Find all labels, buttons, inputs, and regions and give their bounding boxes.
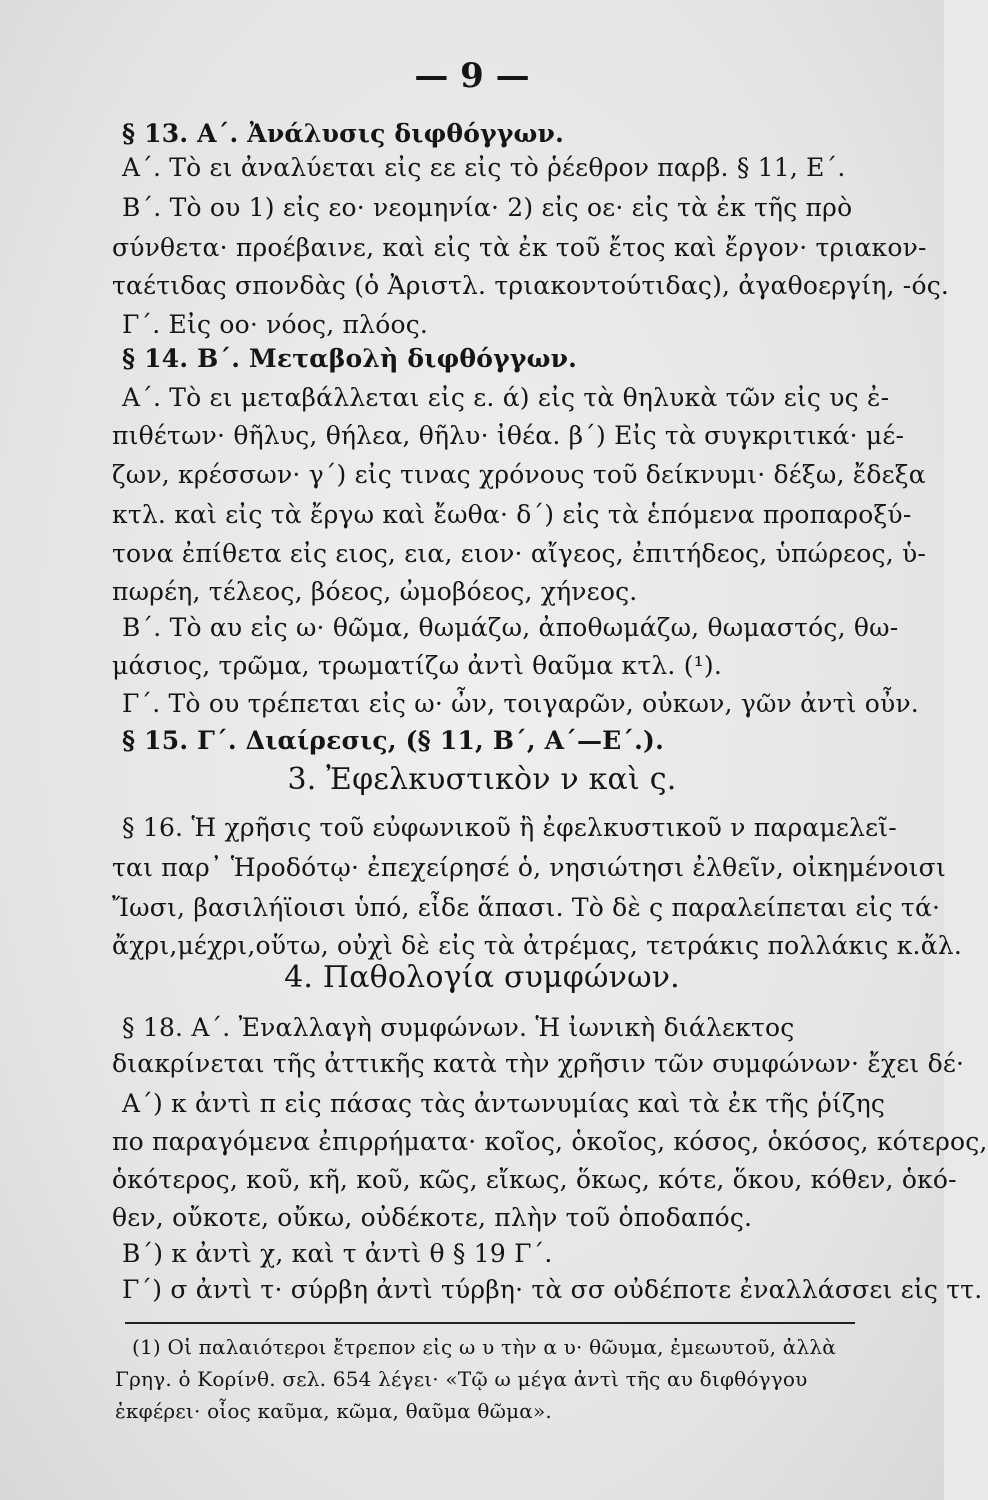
- chapter-3-heading: 3. Ἐφελκυστικὸν ν καὶ ς.: [287, 762, 677, 797]
- text-line: Γ΄. Τὸ ου τρέπεται εἰς ω· ὦν, τοιγαρῶν, οὐκων, γῶν ἀντὶ οὖν.: [122, 689, 919, 718]
- text-line: Α΄. Τὸ ει ἀναλύεται εἰς εε εἰς τὸ ῥέεθρον παρβ. § 11, Ε΄.: [122, 153, 846, 182]
- text-line: μάσιος, τρῶμα, τρωματίζω ἀντὶ θαῦμα κτλ. (¹).: [112, 651, 722, 680]
- page-number: — 9 —: [414, 56, 530, 96]
- text-line: Γ΄) σ ἀντὶ τ· σύρβη ἀντὶ τύρβη· τὰ σσ οὐδέποτε ἐναλλάσσει εἰς ττ.: [122, 1275, 983, 1304]
- text-line: Α΄) κ ἀντὶ π εἰς πάσας τὰς ἀντωνυμίας καὶ τὰ ἐκ τῆς ῥίζης: [122, 1089, 886, 1118]
- text-line: θεν, οὔκοτε, οὔκω, οὐδέκοτε, πλὴν τοῦ ὁποδαπός.: [112, 1203, 753, 1232]
- text-line: πιθέτων· θῆλυς, θήλεα, θῆλυ· ἰθέα. β΄) Εἰς τὰ συγκριτικά· μέ-: [112, 421, 905, 450]
- text-line: διακρίνεται τῆς ἀττικῆς κατὰ τὴν χρῆσιν τῶν συμφώνων· ἔχει δέ·: [112, 1049, 965, 1078]
- text-line: Β΄. Τὸ αυ εἰς ω· θῶμα, θωμάζω, ἀποθωμάζω, θωμαστός, θω-: [122, 613, 899, 642]
- text-line: ἄχρι,μέχρι,οὕτω, οὐχὶ δὲ εἰς τὰ ἀτρέμας, τετράκις πολλάκις κ.ἄλ.: [112, 931, 962, 960]
- text-line: § 18. Α΄. Ἐναλλαγὴ συμφώνων. Ἡ ἰωνικὴ διάλεκτος: [122, 1013, 795, 1042]
- section-14-heading: § 14. Β΄. Μεταβολὴ διφθόγγων.: [122, 344, 578, 373]
- footnote-line: ἐκφέρει· οἷος καῦμα, κῶμα, θαῦμα θῶμα».: [115, 1399, 552, 1423]
- text-line: πωρέη, τέλεος, βόεος, ὠμοβόεος, χήνεος.: [112, 577, 638, 606]
- text-line: Β΄. Τὸ ου 1) εἰς εο· νεομηνία· 2) εἰς οε· εἰς τὰ ἐκ τῆς πρὸ: [122, 193, 853, 222]
- chapter-4-heading: 4. Παθολογία συμφώνων.: [284, 960, 680, 995]
- text-line: ζων, κρέσσων· γ΄) εἰς τινας χρόνους τοῦ δείκνυμι· δέξω, ἔδεξα: [112, 460, 926, 489]
- section-15-heading: § 15. Γ΄. Διαίρεσις, (§ 11, Β΄, Α΄—Ε΄.).: [122, 726, 664, 755]
- footnote-rule: [125, 1322, 855, 1324]
- text-line: Γ΄. Εἰς οο· νόος, πλόος.: [122, 310, 429, 339]
- section-13-heading: § 13. Α΄. Ἀνάλυσις διφθόγγων.: [122, 119, 564, 148]
- text-line: ταέτιδας σπονδὰς (ὁ Ἀριστλ. τριακοντούτιδας), ἀγαθοεργίη, -ός.: [112, 271, 950, 300]
- text-line: κτλ. καὶ εἰς τὰ ἔργω καὶ ἔωθα· δ΄) εἰς τὰ ἑπόμενα προπαροξύ-: [112, 500, 912, 529]
- footnote-line: (1) Οἱ παλαιότεροι ἔτρεπον εἰς ω υ τὴν α υ· θῶυμα, ἐμεωυτοῦ, ἀλλὰ: [132, 1335, 836, 1359]
- text-line: ται παρ᾽ Ἡροδότῳ· ἐπεχείρησέ ὁ, νησιώτησι ἐλθεῖν, οἰκημένοισι: [112, 853, 946, 882]
- text-line: § 16. Ἡ χρῆσις τοῦ εὐφωνικοῦ ἢ ἐφελκυστικοῦ ν παραμελεῖ-: [122, 813, 897, 842]
- text-line: Α΄. Τὸ ει μεταβάλλεται εἰς ε. ά) εἰς τὰ θηλυκὰ τῶν εἰς υς ἐ-: [122, 383, 890, 412]
- text-line: πο παραγόμενα ἐπιρρήματα· κοῖος, ὁκοῖος, κόσος, ὁκόσος, κότερος,: [112, 1127, 988, 1156]
- text-line: σύνθετα· προέβαινε, καὶ εἰς τὰ ἐκ τοῦ ἔτος καὶ ἔργον· τριακον-: [112, 233, 927, 262]
- text-line: τονα ἐπίθετα εἰς ειος, εια, ειον· αἴγεος, ἐπιτήδεος, ὑπώρεος, ὑ-: [112, 539, 927, 568]
- footnote-line: Γρηγ. ὁ Κορίνθ. σελ. 654 λέγει· «Τῷ ω μέγα ἀντὶ τῆς αυ διφθόγγου: [115, 1367, 808, 1391]
- text-line: Β΄) κ ἀντὶ χ, καὶ τ ἀντὶ θ § 19 Γ΄.: [122, 1239, 553, 1268]
- text-line: Ἴωσι, βασιλήϊοισι ὑπό, εἶδε ἅπασι. Τὸ δὲ ς παραλείπεται εἰς τά·: [112, 893, 941, 922]
- text-line: ὁκότερος, κοῦ, κῆ, κοῦ, κῶς, εἴκως, ὅκως, κότε, ὅκου, κόθεν, ὁκό-: [112, 1165, 957, 1194]
